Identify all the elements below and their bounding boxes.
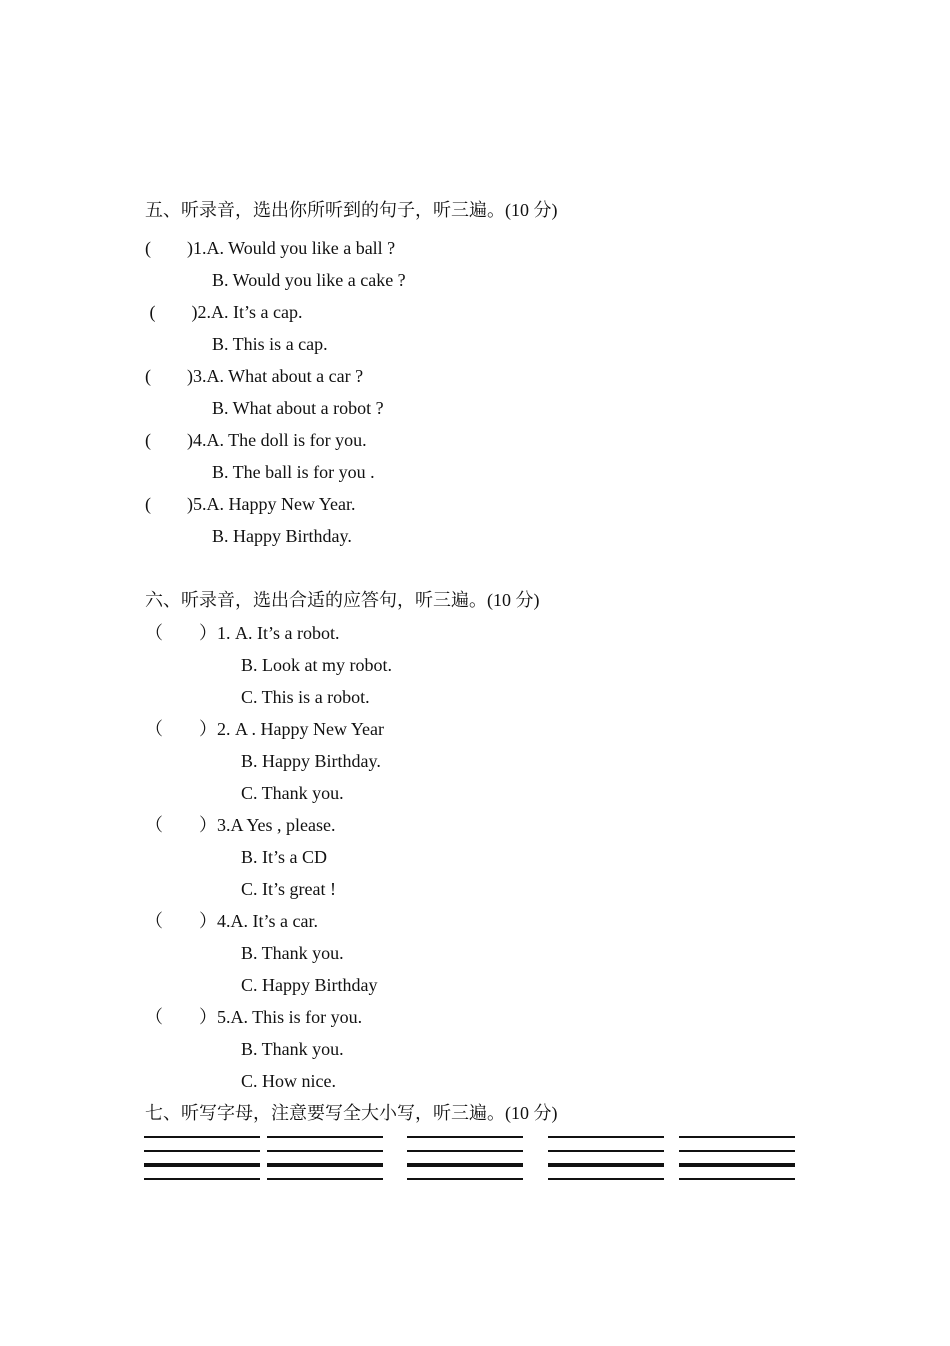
writing-rule bbox=[267, 1150, 383, 1152]
s5-q1-b: B. Would you like a cake ? bbox=[212, 270, 406, 290]
s6-q3-a: （ ）3.A Yes , please. bbox=[145, 815, 336, 835]
s5-q4-a: ( )4.A. The doll is for you. bbox=[145, 430, 367, 450]
s6-q4-a: （ ）4.A. It’s a car. bbox=[145, 911, 318, 931]
s6-q3-c: C. It’s great ! bbox=[241, 879, 336, 899]
letter-writing-lines-5[interactable] bbox=[679, 1136, 795, 1182]
s6-q2-a: （ ）2. A . Happy New Year bbox=[145, 719, 384, 739]
s6-q5-b: B. Thank you. bbox=[241, 1039, 344, 1059]
s6-q1-a: （ ）1. A. It’s a robot. bbox=[145, 623, 340, 643]
writing-rule bbox=[679, 1150, 795, 1152]
writing-rule bbox=[267, 1178, 383, 1180]
s6-q2-b: B. Happy Birthday. bbox=[241, 751, 381, 771]
s6-q1-b: B. Look at my robot. bbox=[241, 655, 392, 675]
writing-rule bbox=[407, 1178, 523, 1180]
s5-q2-a: ( )2.A. It’s a cap. bbox=[145, 302, 303, 322]
section5-heading: 五、听录音，选出你所听到的句子，听三遍。(10 分) bbox=[145, 200, 558, 220]
section6-heading: 六、听录音，选出合适的应答句，听三遍。(10 分) bbox=[145, 590, 540, 610]
writing-rule bbox=[267, 1136, 383, 1138]
writing-rule bbox=[679, 1136, 795, 1138]
writing-rule bbox=[679, 1178, 795, 1180]
s6-q2-c: C. Thank you. bbox=[241, 783, 344, 803]
s5-q3-a: ( )3.A. What about a car ? bbox=[145, 366, 364, 386]
writing-baseline bbox=[548, 1163, 664, 1167]
s5-q3-b: B. What about a robot ? bbox=[212, 398, 384, 418]
section7-heading: 七、听写字母，注意要写全大小写，听三遍。(10 分) bbox=[145, 1103, 558, 1123]
letter-writing-lines-3[interactable] bbox=[407, 1136, 523, 1182]
writing-baseline bbox=[267, 1163, 383, 1167]
writing-baseline bbox=[407, 1163, 523, 1167]
writing-rule bbox=[548, 1150, 664, 1152]
s5-q5-b: B. Happy Birthday. bbox=[212, 526, 352, 546]
letter-writing-lines-1[interactable] bbox=[144, 1136, 260, 1182]
s6-q4-b: B. Thank you. bbox=[241, 943, 344, 963]
letter-writing-lines-4[interactable] bbox=[548, 1136, 664, 1182]
writing-baseline bbox=[144, 1163, 260, 1167]
s6-q1-c: C. This is a robot. bbox=[241, 687, 370, 707]
s5-q1-a: ( )1.A. Would you like a ball ? bbox=[145, 238, 396, 258]
s5-q5-a: ( )5.A. Happy New Year. bbox=[145, 494, 356, 514]
writing-rule bbox=[548, 1136, 664, 1138]
s6-q4-c: C. Happy Birthday bbox=[241, 975, 378, 995]
s6-q5-a: （ ）5.A. This is for you. bbox=[145, 1007, 363, 1027]
writing-rule bbox=[144, 1178, 260, 1180]
s6-q3-b: B. It’s a CD bbox=[241, 847, 328, 867]
writing-rule bbox=[548, 1178, 664, 1180]
writing-baseline bbox=[679, 1163, 795, 1167]
s6-q5-c: C. How nice. bbox=[241, 1071, 336, 1091]
letter-writing-lines-2[interactable] bbox=[267, 1136, 383, 1182]
writing-rule bbox=[144, 1150, 260, 1152]
writing-rule bbox=[407, 1150, 523, 1152]
s5-q4-b: B. The ball is for you . bbox=[212, 462, 375, 482]
s5-q2-b: B. This is a cap. bbox=[212, 334, 328, 354]
writing-rule bbox=[144, 1136, 260, 1138]
writing-rule bbox=[407, 1136, 523, 1138]
